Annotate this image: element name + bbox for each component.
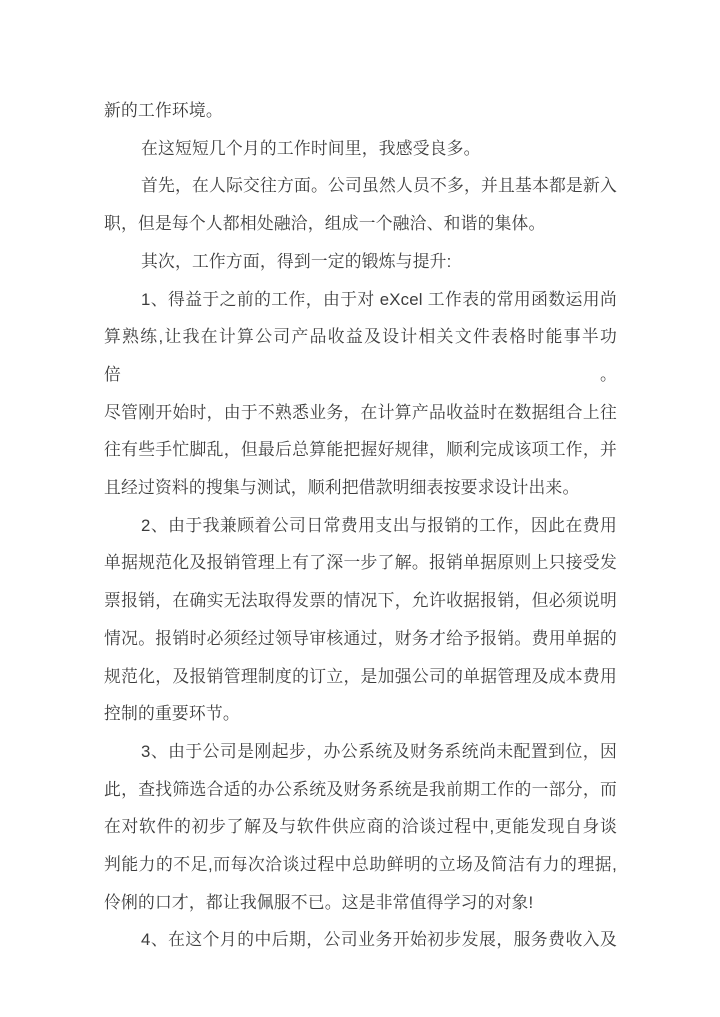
text-line: 在对软件的初步了解及与软件供应商的洽谈过程中,更能发现自身谈 bbox=[104, 817, 617, 837]
text-line: 1、得益于之前的工作，由于对 eXcel 工作表的常用函数运用尚 bbox=[141, 289, 617, 309]
text-line: 2、由于我兼顾着公司日常费用支出与报销的工作，因此在费用 bbox=[141, 515, 617, 535]
text-line: 票报销，在确实无法取得发票的情况下，允许收据报销，但必须说明 bbox=[104, 591, 617, 611]
text-line: 往有些手忙脚乱，但最后总算能把握好规律，顺利完成该项工作，并 bbox=[104, 440, 617, 460]
text-line: 首先，在人际交往方面。公司虽然人员不多，并且基本都是新入 bbox=[141, 176, 617, 196]
text-block bbox=[104, 92, 617, 959]
text-line: 判能力的不足,而每次洽谈过程中总助鲜明的立场及简洁有力的理据, bbox=[104, 855, 617, 875]
text-line: 职，但是每个人都相处融洽，组成一个融洽、和谐的集体。 bbox=[104, 214, 546, 234]
text-line: 在这短短几个月的工作时间里，我感受良多。 bbox=[141, 138, 481, 158]
text-line: 算熟练,让我在计算公司产品收益及设计相关文件表格时能事半功倍。 bbox=[104, 327, 617, 384]
text-line: 且经过资料的搜集与测试，顺利把借款明细表按要求设计出来。 bbox=[104, 478, 580, 498]
text-line: 新的工作环境。 bbox=[104, 101, 223, 120]
text-line: 其次，工作方面，得到一定的锻炼与提升: bbox=[141, 251, 452, 271]
text-line: 伶俐的口才，都让我佩服不已。这是非常值得学习的对象! bbox=[104, 892, 534, 912]
text-line: 单据规范化及报销管理上有了深一步了解。报销单据原则上只接受发 bbox=[104, 553, 617, 573]
text-line: 尽管刚开始时，由于不熟悉业务，在计算产品收益时在数据组合上往 bbox=[104, 402, 617, 422]
text-line: 此，查找筛选合适的办公系统及财务系统是我前期工作的一部分，而 bbox=[104, 779, 617, 799]
text-line: 规范化，及报销管理制度的订立，是加强公司的单据管理及成本费用 bbox=[104, 666, 617, 686]
text-line: 控制的重要环节。 bbox=[104, 704, 240, 724]
text-line: 3、由于公司是刚起步，办公系统及财务系统尚未配置到位，因 bbox=[141, 741, 617, 761]
text-line: 4、在这个月的中后期，公司业务开始初步发展，服务费收入及 bbox=[141, 930, 617, 950]
text-line: 情况。报销时必须经过领导审核通过，财务才给予报销。费用单据的 bbox=[104, 628, 617, 648]
